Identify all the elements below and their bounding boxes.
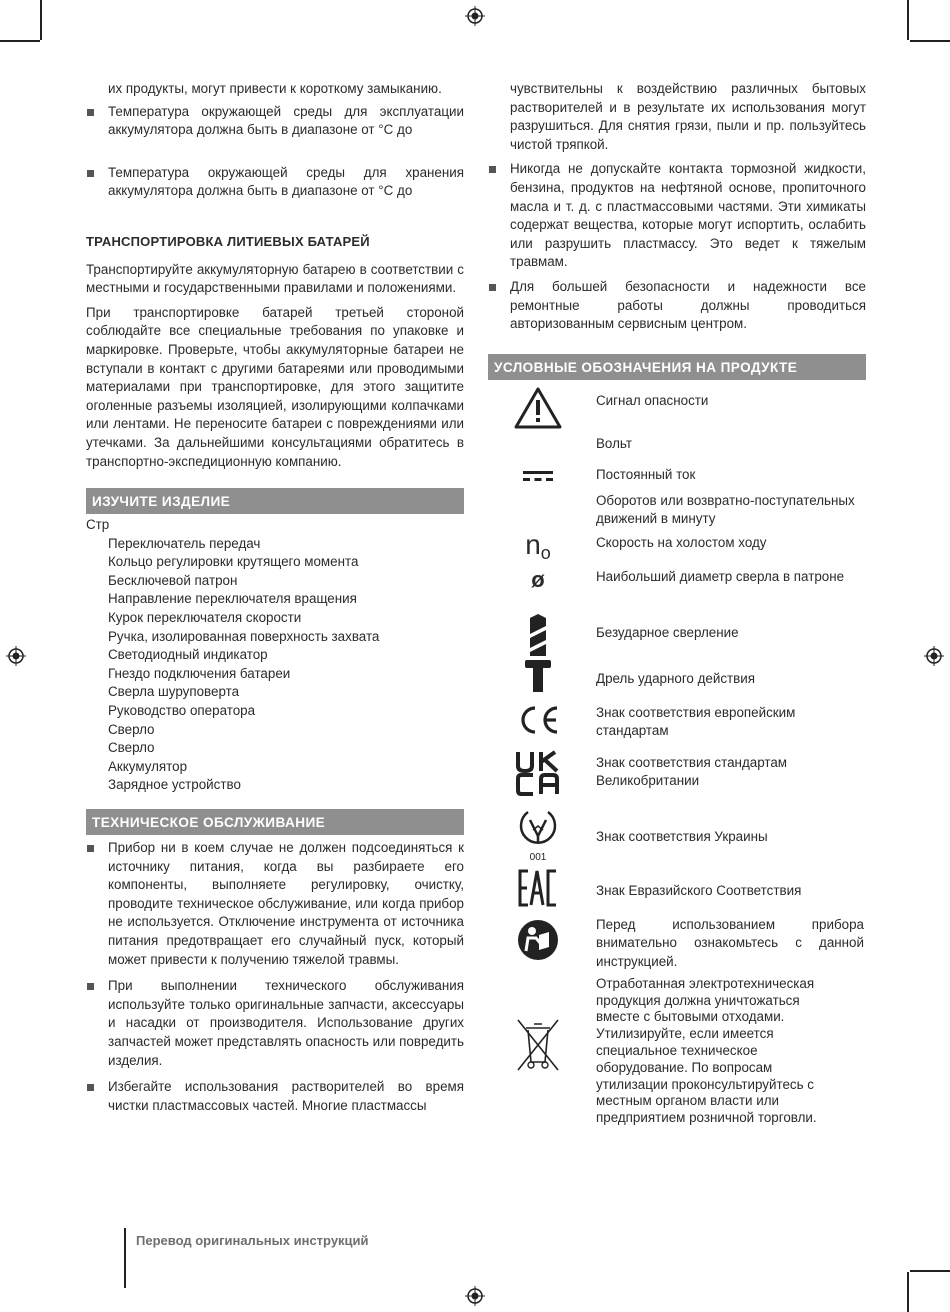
bullet-storage-temperature: Температура окружающей среды для хранения аккумулятора должна быть в диапазоне от °С до xyxy=(86,164,464,201)
symbol-description: Знак соответствия стандартам Великобритании xyxy=(596,754,787,789)
svg-text:001: 001 xyxy=(529,851,547,862)
symbol-row xyxy=(488,566,866,612)
crop-mark xyxy=(907,0,909,40)
list-item: Руководство оператора xyxy=(108,703,256,719)
footer-text: Перевод оригинальных инструкций xyxy=(136,1233,369,1248)
study-product-heading: ИЗУЧИТЕ ИЗДЕЛИЕ xyxy=(86,488,464,514)
page-ref-label: Стр xyxy=(86,517,110,533)
transport-heading: ТРАНСПОРТИРОВКА ЛИТИЕВЫХ БАТАРЕЙ xyxy=(86,233,370,249)
symbol-row xyxy=(488,806,866,866)
registration-mark-icon xyxy=(465,1286,485,1306)
list-item: Сверла шуруповерта xyxy=(108,684,240,700)
transport-paragraph-1: Транспортируйте аккумуляторную батарею в соответствии с местными и государственными правилами и положениями. xyxy=(86,261,464,296)
list-item: Бесключевой патрон xyxy=(108,572,238,588)
symbol-row xyxy=(488,750,866,806)
list-item: Ручка, изолированная поверхность захвата xyxy=(108,628,380,644)
bullet-operating-temperature: Температура окружающей среды для эксплуатации аккумулятора должна быть в диапазоне от °С до xyxy=(86,103,464,140)
crop-mark xyxy=(0,40,40,42)
symbol-description: Сигнал опасности xyxy=(596,392,709,408)
symbol-description: Наибольший диаметр сверла в патроне xyxy=(596,568,845,584)
symbol-description: Дрель ударного действия xyxy=(596,670,755,686)
symbols-heading: УСЛОВНЫЕ ОБОЗНАЧЕНИЯ НА ПРОДУКТЕ xyxy=(488,354,866,380)
symbol-description: Постоянный ток xyxy=(596,466,696,482)
list-item: Сверло xyxy=(108,721,155,737)
symbol-row xyxy=(488,702,866,750)
symbol-description: Вольт xyxy=(596,435,632,451)
transport-paragraph-2: При транспортировке батарей третьей стороной соблюдайте все специальные требования по упаковке и маркировке. Проверьте, чтобы аккумуляторные батареи не вступали в контакт с другими батареями или проводимыми материалами при транспортировке, для этого защитите оголенные разъемы изоляцией, изолирующими колпачками или лентами. Не переносите батареи с повреждениями или утечками. За дальнейшими консультациями обратитесь в транспортно-экспедиционную компанию. xyxy=(86,304,464,469)
right-column xyxy=(488,80,866,1126)
symbol-description: Оборотов или возвратно-поступательных движений в минуту xyxy=(596,492,855,527)
continued-text: их продукты, могут привести к короткому замыканию. xyxy=(108,81,442,96)
footer-rule xyxy=(124,1228,126,1288)
symbol-row xyxy=(488,916,866,976)
eac-mark-icon xyxy=(488,866,588,910)
symbol-description: Знак Евразийского Соответствия xyxy=(596,882,802,898)
symbol-description: Скорость на холостом ходу xyxy=(596,534,767,550)
no-load-speed-icon: n o xyxy=(525,528,551,563)
weee-bin-icon xyxy=(488,1014,588,1074)
symbol-row xyxy=(488,612,866,658)
ukraine-mark-icon xyxy=(488,806,588,862)
parts-list xyxy=(86,535,464,795)
symbol-description: Отработанная электротехническая продукция должна уничтожаться вместе с бытовыми отходами. Утилизируйте, если имеется специальное техническое оборудование. По вопросам утилизации проконсультируйтесь с местным органом власти или предприятием розничной торговли. xyxy=(596,975,817,1126)
symbol-row xyxy=(488,976,866,1126)
list-item: Аккумулятор xyxy=(108,758,188,774)
bullet-chemicals: Никогда не допускайте контакта тормозной жидкости, бензина, продуктов на нефтяной основе, пропиточного масла и т. д. с пластмассовыми частями. Эти химикаты содержат вещества, которые могут испортить, ослабить или разрушить пластмассу. Это ведет к тяжелым травмам. xyxy=(488,160,866,272)
continued-text: чувствительны к воздействию различных бытовых растворителей и в результате их использования могут разрушиться. Для снятия грязи, пыли и пр. пользуйтесь чистой тряпкой. xyxy=(510,81,866,152)
hammer-icon xyxy=(488,658,588,694)
crop-mark xyxy=(907,1272,909,1312)
symbol-description: Знак соответствия европейским стандартам xyxy=(596,704,796,739)
list-item: Курок переключателя скорости xyxy=(108,610,302,626)
drill-bit-icon xyxy=(488,612,588,658)
symbol-row xyxy=(488,528,866,566)
registration-mark-icon xyxy=(6,646,26,666)
list-item: Направление переключателя вращения xyxy=(108,591,357,607)
crop-mark xyxy=(40,0,42,40)
crop-mark xyxy=(910,1270,950,1272)
ukca-mark-icon xyxy=(488,748,588,798)
symbol-row xyxy=(488,658,866,702)
symbol-row xyxy=(488,488,866,532)
maintenance-bullet: При выполнении технического обслуживания используйте только оригинальные запчасти, аксессуары и насадки от производителя. Использование других запчастей может представлять опасность или повредить изделия. xyxy=(86,977,464,1070)
warning-triangle-icon xyxy=(488,386,588,430)
bullet-service-center: Для большей безопасности и надежности все ремонтные работы должны проводиться авторизованным сервисным центром. xyxy=(488,278,866,334)
list-item: Кольцо регулировки крутящего момента xyxy=(108,554,359,570)
list-item: Переключатель передач xyxy=(108,535,261,551)
symbol-row xyxy=(488,866,866,916)
diameter-icon: ø xyxy=(531,567,545,593)
ce-mark-icon xyxy=(488,702,588,738)
symbols-list xyxy=(488,386,866,1126)
maintenance-bullet: Избегайте использования растворителей во время чистки пластмассовых частей. Многие пластмассы xyxy=(86,1078,464,1115)
symbol-description: Знак соответствия Украины xyxy=(596,828,768,844)
maintenance-bullet: Прибор ни в коем случае не должен подсоединяться к источнику питания, когда вы разбираете его компоненты, выполняете регулировку, очистку, проводите техническое обслуживание, или когда прибор не используется. Отключение инструмента от источника питания предотвращает его случайный пуск, который может привести к получению тяжелой травмы. xyxy=(86,839,464,969)
left-column xyxy=(86,80,464,1115)
symbol-row xyxy=(488,430,866,464)
read-manual-icon xyxy=(488,918,588,962)
list-item: Зарядное устройство xyxy=(108,777,241,793)
symbol-row xyxy=(488,386,866,430)
direct-current-icon xyxy=(488,464,588,488)
symbol-description: Безударное сверление xyxy=(596,624,739,640)
symbol-description: Перед использованием прибора внимательно ознакомьтесь с данной инструкцией. xyxy=(596,916,864,969)
registration-mark-icon xyxy=(924,646,944,666)
list-item: Гнездо подключения батареи xyxy=(108,665,291,681)
list-item: Сверло xyxy=(108,740,155,756)
registration-mark-icon xyxy=(465,6,485,26)
list-item: Светодиодный индикатор xyxy=(108,647,268,663)
maintenance-heading: ТЕХНИЧЕСКОЕ ОБСЛУЖИВАНИЕ xyxy=(86,809,464,835)
symbol-row xyxy=(488,464,866,488)
crop-mark xyxy=(910,40,950,42)
